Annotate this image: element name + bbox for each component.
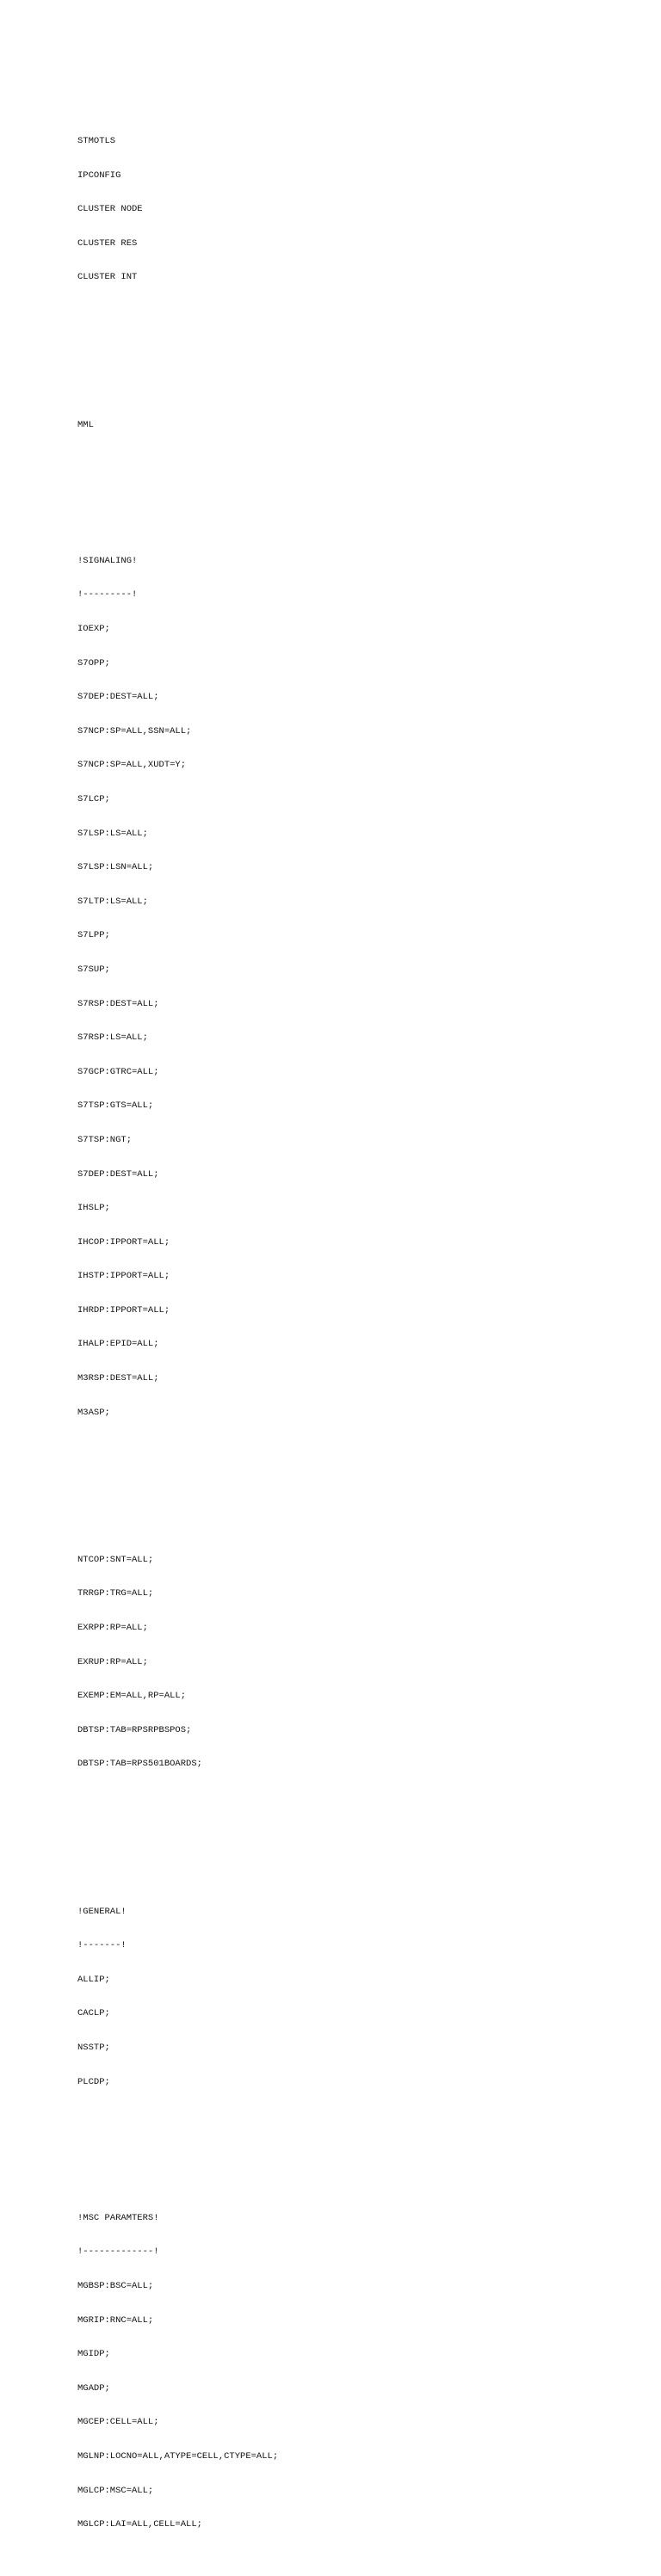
spacer <box>77 2145 628 2156</box>
general-commands-block <box>77 1883 628 2111</box>
command-line: NSSTP; <box>77 2043 110 2054</box>
command-line: M3RSP:DEST=ALL; <box>77 1373 159 1384</box>
command-line: IHSLP; <box>77 1203 110 1214</box>
section-heading: !GENERAL! <box>77 1906 127 1917</box>
command-line: ALLIP; <box>77 1974 110 1985</box>
command-line: IOEXP; <box>77 624 110 635</box>
command-line: STMOTLS <box>77 136 116 147</box>
command-line: MGLCP:MSC=ALL; <box>77 2485 154 2496</box>
command-line: S7LSP:LS=ALL; <box>77 828 148 839</box>
command-line: IHCOP:IPPORT=ALL; <box>77 1236 170 1248</box>
msc-parameters-block <box>77 2190 628 2553</box>
command-line: IPCONFIG <box>77 169 121 181</box>
command-line: S7TSP:NGT; <box>77 1134 133 1145</box>
command-line: S7LTP:LS=ALL; <box>77 896 148 907</box>
cluster-commands-block <box>77 114 628 306</box>
command-line: S7LPP; <box>77 930 110 941</box>
command-line: DBTSP:TAB=RPSRPBSPOS; <box>77 1724 192 1735</box>
command-line: CLUSTER INT <box>77 272 138 283</box>
command-line: IHALP:EPID=ALL; <box>77 1339 159 1350</box>
mml-heading: MML <box>77 419 94 430</box>
spacer <box>77 1476 628 1498</box>
command-line: S7DEP:DEST=ALL; <box>77 692 159 703</box>
command-line: S7TSP:GTS=ALL; <box>77 1100 154 1112</box>
command-line: MGADP; <box>77 2382 110 2394</box>
command-line: S7NCP:SP=ALL,SSN=ALL; <box>77 725 192 736</box>
command-line: MGLCP:LAI=ALL,CELL=ALL; <box>77 2519 202 2530</box>
command-line: CACLP; <box>77 2008 110 2019</box>
command-line: S7LSP:LSN=ALL; <box>77 862 154 873</box>
command-line: M3ASP; <box>77 1407 110 1418</box>
spacer <box>77 1827 628 1850</box>
command-line: S7RSP:LS=ALL; <box>77 1032 148 1044</box>
command-line: S7LCP; <box>77 793 110 804</box>
command-line: CLUSTER RES <box>77 237 138 249</box>
command-line: TRRGP:TRG=ALL; <box>77 1588 154 1599</box>
command-line: S7RSP:DEST=ALL; <box>77 998 159 1009</box>
section-underline: !-------------! <box>77 2246 159 2258</box>
command-line: S7OPP; <box>77 657 110 669</box>
spacer <box>77 488 628 499</box>
spacer <box>77 341 628 363</box>
mml-heading-block <box>77 397 628 453</box>
command-line: S7NCP:SP=ALL,XUDT=Y; <box>77 760 187 771</box>
signaling-commands-block <box>77 533 628 1441</box>
section-heading: !MSC PARAMTERS! <box>77 2212 159 2223</box>
section-underline: !---------! <box>77 589 138 601</box>
command-line: MGIDP; <box>77 2349 110 2360</box>
section-underline: !-------! <box>77 1940 127 1951</box>
command-line: MGCEP:CELL=ALL; <box>77 2417 159 2428</box>
command-line: MGLNP:LOCNO=ALL,ATYPE=CELL,CTYPE=ALL; <box>77 2451 279 2462</box>
command-line: MGBSP:BSC=ALL; <box>77 2281 154 2292</box>
command-line: MGRIP:RNC=ALL; <box>77 2314 154 2326</box>
command-line: EXRPP:RP=ALL; <box>77 1623 148 1634</box>
command-line: NTCOP:SNT=ALL; <box>77 1554 154 1565</box>
command-line: EXEMP:EM=ALL,RP=ALL; <box>77 1691 187 1702</box>
command-line: PLCDP; <box>77 2076 110 2087</box>
command-line: EXRUP:RP=ALL; <box>77 1656 148 1667</box>
command-line: S7SUP; <box>77 964 110 975</box>
command-line: CLUSTER NODE <box>77 204 143 215</box>
command-line: DBTSP:TAB=RPS501BOARDS; <box>77 1759 202 1770</box>
routing-commands-block <box>77 1531 628 1793</box>
command-line: IHSTP:IPPORT=ALL; <box>77 1271 170 1282</box>
section-heading: !SIGNALING! <box>77 555 138 566</box>
command-line: S7GCP:GTRC=ALL; <box>77 1066 159 1077</box>
command-listing <box>77 79 628 2576</box>
command-line: IHRDP:IPPORT=ALL; <box>77 1304 170 1316</box>
command-line: S7DEP:DEST=ALL; <box>77 1168 159 1180</box>
